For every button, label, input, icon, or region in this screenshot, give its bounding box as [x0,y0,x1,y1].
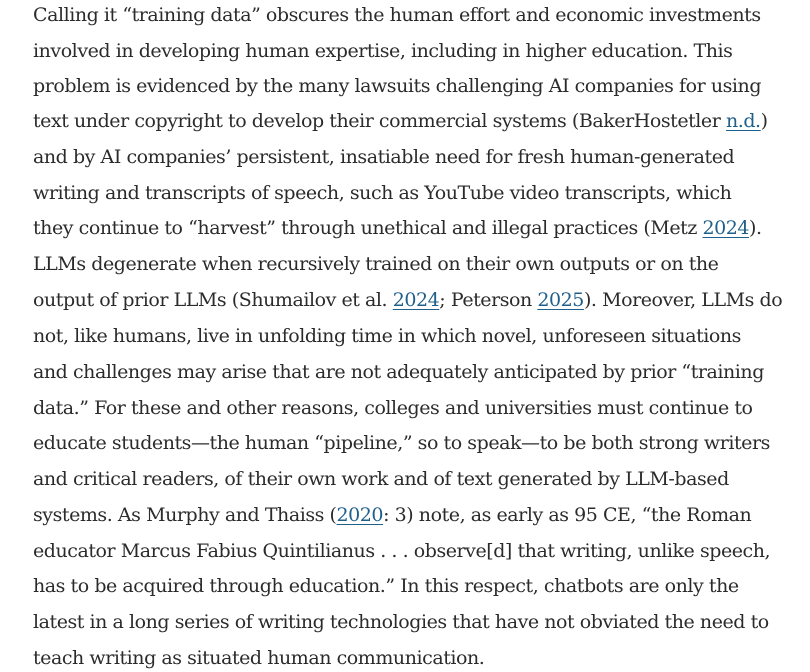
text-run: has to be acquired through education.” In this respect, chatbots are only the [33,575,739,597]
text-line-7 [33,216,762,240]
text-run: data.” For these and other reasons, colleges and universities must continue to [33,397,753,419]
text-line-11 [33,360,764,384]
citation-link-metz[interactable]: 2024 [702,217,750,239]
text-line-5 [33,145,734,169]
text-line-13 [33,431,770,455]
text-run: they continue to “harvest” through unethical and illegal practices (Metz [33,217,703,239]
text-run: ). Moreover, LLMs do [583,289,783,311]
text-line-9 [33,288,782,312]
citation-link-bakerhostetler[interactable]: n.d. [725,110,761,132]
citation-link-shumailov[interactable]: 2024 [392,289,440,311]
text-run: output of prior LLMs (Shumailov et al. [33,289,393,311]
text-run: ) [760,110,768,132]
text-line-2 [33,39,732,63]
text-line-4 [33,109,768,133]
text-run: not, like humans, live in unfolding time in which novel, unforeseen situations [33,325,741,347]
text-run: teach writing as situated human communication. [33,647,485,669]
text-run: and by AI companies’ persistent, insatiable need for fresh human-generated [33,146,735,168]
citation-link-peterson[interactable]: 2025 [537,289,584,311]
text-line-6 [33,181,731,205]
text-run: ). [749,217,762,239]
text-line-10 [33,324,741,348]
text-line-3 [33,74,761,98]
text-line-18 [33,610,769,634]
text-run: and critical readers, of their own work and of text generated by LLM-based [33,468,729,490]
text-line-19 [33,646,484,670]
text-line-14 [33,467,729,491]
text-run: educate students—the human “pipeline,” so to speak—to be both strong writers [33,432,770,454]
text-run: text under copyright to develop their commercial systems (BakerHostetler [33,110,726,132]
text-run: educator Marcus Fabius Quintilianus . . . observe[d] that writing, unlike speech, [33,540,771,562]
text-run: : 3) note, as early as 95 CE, “the Roman [383,504,752,526]
text-line-16 [33,539,770,563]
text-run: problem is evidenced by the many lawsuits challenging AI companies for using [33,75,762,97]
text-run: Calling it “training data” obscures the human effort and economic investments [33,4,761,26]
text-run: ; Peterson [439,289,538,311]
text-run: systems. As Murphy and Thaiss ( [33,504,337,526]
text-run: involved in developing human expertise, including in higher education. This [33,40,733,62]
text-run: LLMs degenerate when recursively trained on their own outputs or on the [33,253,719,275]
text-run: latest in a long series of writing technologies that have not obviated the need to [33,611,769,633]
text-line-1 [33,3,761,27]
text-line-15 [33,503,751,527]
text-run: writing and transcripts of speech, such as YouTube video transcripts, which [33,182,732,204]
text-run: and challenges may arise that are not adequately anticipated by prior “training [33,361,764,383]
citation-link-murphy-thaiss[interactable]: 2020 [336,504,384,526]
text-line-8 [33,252,718,276]
text-line-17 [33,574,739,598]
text-line-12 [33,396,753,420]
